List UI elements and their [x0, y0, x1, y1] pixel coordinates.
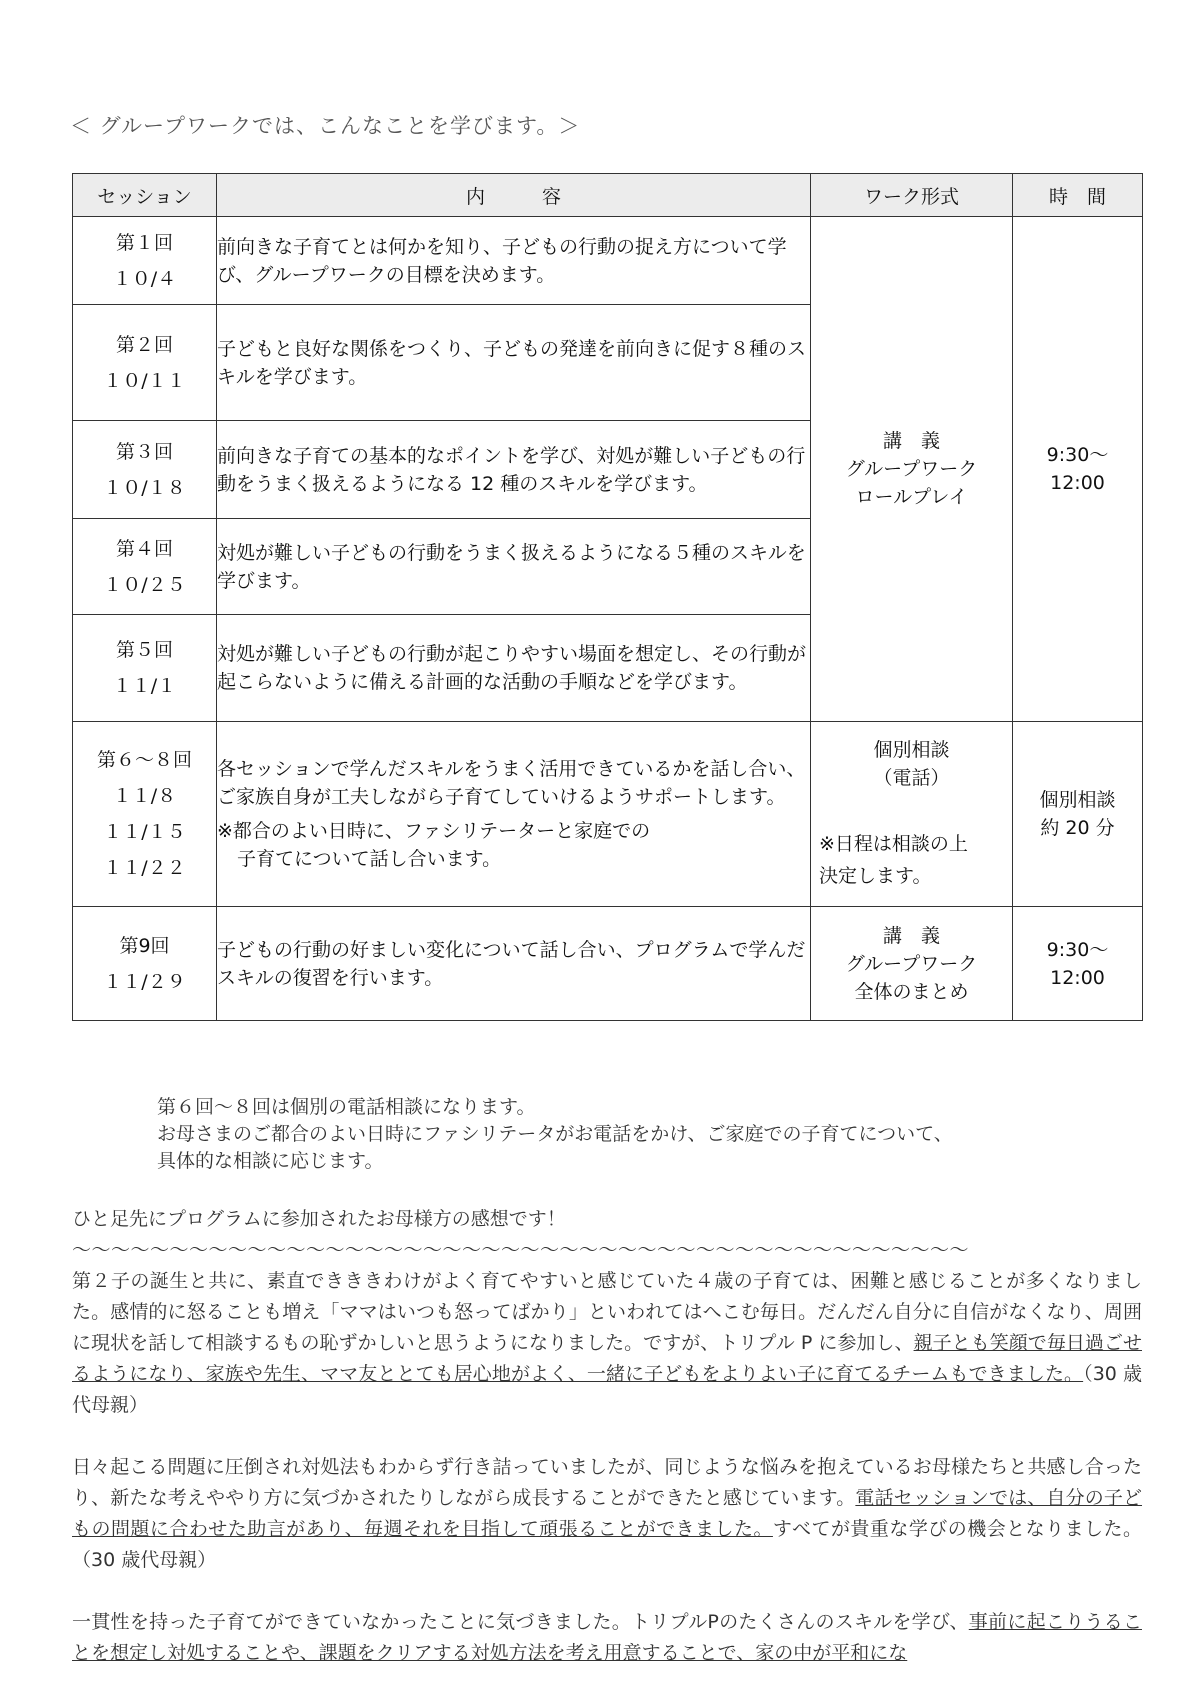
format-cell	[811, 217, 1013, 722]
table-header-row	[73, 174, 1143, 217]
table-row	[73, 907, 1143, 1021]
time-line: 12:00	[1050, 472, 1105, 494]
testimonial-author: （30 歳代母親）	[72, 1363, 1143, 1416]
wave-divider: ～～～～～～～～～～～～～～～～～～～～～～～～～～～～～～～～～～～～～～～～～～～～～～	[72, 1239, 970, 1261]
session-cell	[73, 615, 217, 722]
session-number: 第２回	[115, 333, 173, 356]
format-line: 講 義	[882, 430, 940, 452]
time-line: 9:30～	[1046, 938, 1109, 961]
content-cell: 前向きな子育ての基本的なポイントを学び、対処が難しい子どもの行動をうまく扱えるようになる 12 種のスキルを学びます。	[217, 421, 811, 519]
session-date: １１/２９	[103, 970, 186, 993]
session-number: 第５回	[115, 639, 173, 661]
header-content: 内 容	[217, 174, 811, 217]
content-cell: 対処が難しい子どもの行動が起こりやすい場面を想定し、その行動が起こらないように備える計画的な活動の手順などを学びます。	[217, 615, 811, 722]
phone-session-notes	[157, 1094, 953, 1175]
testimonial-text: 一貫性を持った子育てができていなかったことに気づきました。トリプルPのたくさんのスキルを学び、	[72, 1611, 969, 1633]
testimonial-highlight: 電話セッションでは、自分の子どもの問題に合わせた助言があり、毎週それを目指して頑張ることができました。	[72, 1487, 1143, 1540]
header-format: ワーク形式	[811, 174, 1013, 217]
session-date: １０/１８	[103, 476, 186, 499]
session-number: 第9回	[119, 934, 170, 957]
session-cell	[73, 722, 217, 907]
format-line: （電話）	[873, 767, 950, 789]
testimonial-1	[72, 1266, 1142, 1421]
testimonials-intro: ひと足先にプログラムに参加されたお母様方の感想です！	[72, 1208, 566, 1230]
testimonial-author: すべてが貴重な学びの機会となりました。（30 歳代母親）	[72, 1518, 1142, 1571]
note-line: 子育てについて話し合います。	[237, 848, 502, 870]
content-cell: 子どもの行動の好ましい変化について話し合い、プログラムで学んだスキルの復習を行います。	[217, 907, 811, 1021]
session-date: １１/２２	[103, 857, 186, 879]
time-line: 9:30～	[1046, 444, 1109, 466]
session-cell	[73, 519, 217, 615]
schedule-table	[72, 173, 1143, 1021]
time-line: 12:00	[1050, 966, 1105, 989]
time-cell	[1013, 217, 1143, 722]
format-line: 講 義	[882, 924, 940, 947]
time-line: 約 20 分	[1040, 817, 1115, 839]
testimonial-3	[72, 1607, 1142, 1669]
note-line: 第６回～８回は個別の電話相談になります。	[157, 1096, 536, 1118]
session-date: １１/１５	[103, 821, 186, 843]
session-number: 第４回	[115, 537, 173, 560]
time-cell	[1013, 722, 1143, 907]
content-cell	[217, 722, 811, 907]
session-cell	[73, 217, 217, 305]
content-text: 各セッションで学んだスキルをうまく活用できているかを話し合い、ご家族自身が工夫しながら子育てしていけるようサポートします。	[217, 758, 806, 808]
header-session: セッション	[73, 174, 217, 217]
page-heading: ＜ グループワークでは、こんなことを学びます。＞	[70, 114, 581, 138]
content-cell: 子どもと良好な関係をつくり、子どもの発達を前向きに促す８種のスキルを学びます。	[217, 305, 811, 421]
format-note-line: 決定します。	[819, 865, 932, 887]
header-time: 時 間	[1013, 174, 1143, 217]
session-number: 第１回	[115, 231, 173, 254]
format-line: 全体のまとめ	[854, 980, 969, 1003]
content-note	[217, 817, 810, 873]
session-cell	[73, 305, 217, 421]
session-date: １０/４	[112, 267, 177, 290]
format-note	[811, 828, 1012, 892]
testimonials-section	[72, 1204, 1142, 1700]
table-row	[73, 722, 1143, 907]
note-line: お母さまのご都合のよい日時にファシリテータがお電話をかけ、ご家庭での子育てについて、	[157, 1123, 953, 1145]
format-line: ロールプレイ	[855, 486, 968, 508]
content-cell: 対処が難しい子どもの行動をうまく扱えるようになる５種のスキルを学びます。	[217, 519, 811, 615]
format-cell	[811, 722, 1013, 907]
testimonial-2	[72, 1452, 1142, 1576]
note-line: ※都合のよい日時に、ファシリテーターと家庭での	[217, 820, 651, 842]
session-date: １０/１１	[103, 369, 186, 392]
testimonial-highlight: 親子とも笑顔で毎日過ごせるようになり、家族や先生、ママ友ととても居心地がよく、一緒に子どもをよりよい子に育てるチームもできました。	[72, 1332, 1142, 1385]
session-cell	[73, 907, 217, 1021]
session-number: 第６～８回	[96, 749, 192, 771]
session-date: １０/２５	[103, 573, 186, 596]
time-line: 個別相談	[1039, 789, 1116, 811]
time-cell	[1013, 907, 1143, 1021]
format-cell	[811, 907, 1013, 1021]
format-line: グループワーク	[845, 458, 978, 480]
testimonial-text: 日々起こる問題に圧倒され対処法もわからず行き詰っていましたが、同じような悩みを抱えているお母様たちと共感し合ったり、新たな考えややり方に気づかされたりしながら成長することができたと感じています。	[72, 1456, 1142, 1509]
session-date: １１/１	[112, 675, 177, 697]
note-line: 具体的な相談に応じます。	[157, 1150, 384, 1172]
testimonial-highlight: 事前に起こりうることを想定し対処することや、課題をクリアする対処方法を考え用意することで、家の中が平和にな	[72, 1611, 1142, 1664]
testimonial-text: 第２子の誕生と共に、素直できききわけがよく育てやすいと感じていた４歳の子育ては、困難と感じることが多くなりました。感情的に怒ることも増え「ママはいつも怒ってばかり」といわれてはへこむ毎日。だんだん自分に自信がなくなり、周囲に現状を話して相談するもの恥ずかしいと思うようになりました。ですが、トリプル P に参加し、	[72, 1270, 1142, 1354]
content-cell: 前向きな子育てとは何かを知り、子どもの行動の捉え方について学び、グループワークの目標を決めます。	[217, 217, 811, 305]
format-line: グループワーク	[845, 952, 978, 975]
format-note-line: ※日程は相談の上	[819, 833, 968, 855]
format-line: 個別相談	[873, 739, 950, 761]
session-date: １１/８	[112, 785, 177, 807]
session-number: 第３回	[115, 440, 173, 463]
session-cell	[73, 421, 217, 519]
table-row	[73, 217, 1143, 305]
